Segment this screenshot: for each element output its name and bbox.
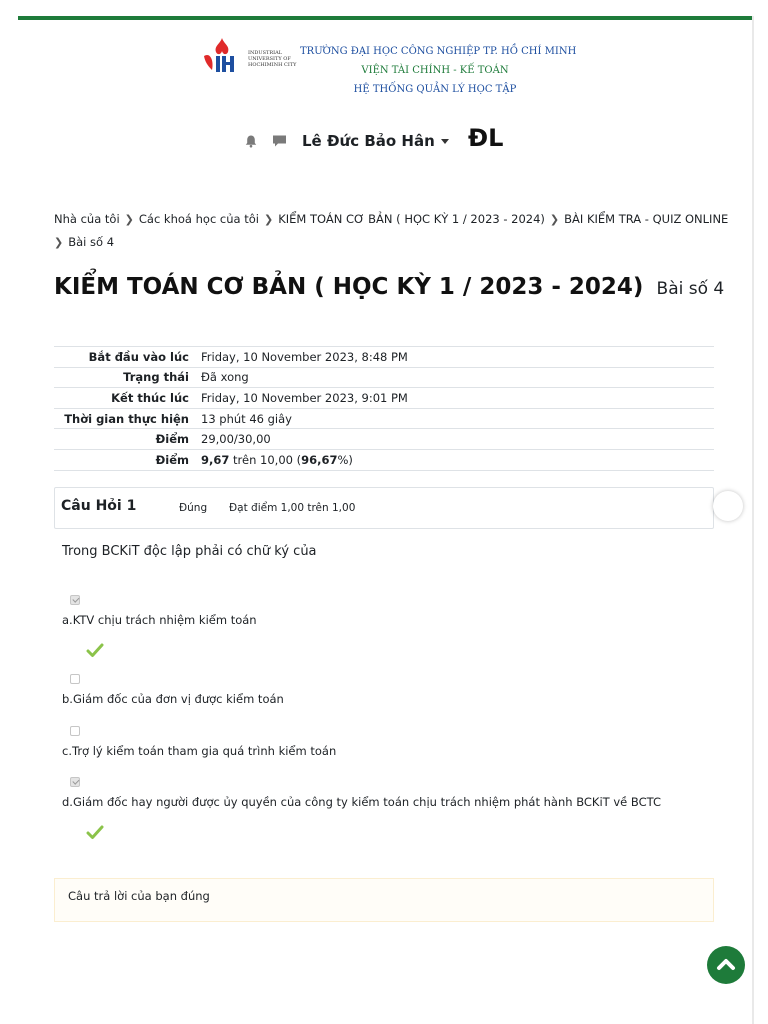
caret-down-icon	[441, 139, 449, 144]
site-brand[interactable]	[200, 34, 580, 98]
breadcrumb	[54, 208, 734, 254]
top-accent-bar	[18, 16, 752, 20]
grade-percent-suffix: %)	[337, 452, 353, 467]
messages-button[interactable]	[268, 130, 290, 152]
summary-value: Friday, 10 November 2023, 9:01 PM	[201, 390, 408, 405]
chevron-up-icon	[715, 954, 737, 976]
summary-label: Trạng thái	[123, 370, 189, 385]
summary-value: 29,00/30,00	[201, 432, 271, 447]
breadcrumb-quiz[interactable]: Bài số 4	[68, 235, 115, 249]
summary-value: Friday, 10 November 2023, 8:48 PM	[201, 349, 408, 364]
option-c-label: c.Trợ lý kiểm toán tham gia quá trình kiểm toán	[62, 744, 337, 758]
correct-check-icon	[86, 642, 104, 658]
summary-label: Bắt đầu vào lúc	[88, 349, 189, 364]
question-grade: Đạt điểm 1,00 trên 1,00	[229, 502, 356, 514]
correct-check-icon	[86, 824, 104, 840]
attempt-summary-table	[54, 346, 714, 471]
question-state: Đúng	[179, 502, 208, 514]
iuh-logo-mark-icon	[202, 36, 242, 76]
option-a-checkbox[interactable]	[70, 595, 80, 605]
grade-percent: 96,67	[301, 452, 338, 467]
chevron-right-icon: ❯	[549, 213, 560, 226]
faculty-name: VIỆN TÀI CHÍNH - KẾ TOÁN	[361, 65, 509, 76]
question-info	[54, 487, 714, 529]
option-b-label: b.Giám đốc của đơn vị được kiểm toán	[62, 692, 284, 706]
question-feedback	[54, 878, 714, 922]
university-logo	[200, 34, 304, 78]
logo-caption: INDUSTRIAL UNIVERSITY OF HOCHIMINH CITY	[248, 50, 297, 68]
question-number: Câu Hỏi 1	[61, 498, 137, 514]
option-c-checkbox[interactable]	[70, 726, 80, 736]
option-d-label: d.Giám đốc hay người được ủy quyền của công ty kiểm toán chịu trách nhiệm phát hành BCKiT về BCTC	[62, 795, 661, 809]
option-d-checkbox[interactable]	[70, 777, 80, 787]
feedback-text: Câu trả lời của bạn đúng	[68, 889, 210, 903]
back-to-top-button[interactable]	[707, 946, 745, 984]
summary-label: Thời gian thực hiện	[64, 411, 189, 426]
table-row	[54, 347, 714, 368]
question-text: Trong BCKiT độc lập phải có chữ ký của	[62, 544, 317, 559]
university-name: TRƯỜNG ĐẠI HỌC CÔNG NGHIỆP TP. HỒ CHÍ MINH	[300, 46, 577, 57]
grade-value: 9,67	[201, 452, 230, 467]
user-avatar[interactable]: ĐL	[468, 124, 504, 152]
page-title	[54, 274, 724, 300]
summary-label: Kết thúc lúc	[111, 390, 189, 405]
summary-label: Điểm	[155, 432, 189, 447]
course-title: KIỂM TOÁN CƠ BẢN ( HỌC KỲ 1 / 2023 - 2024)	[54, 274, 644, 300]
user-menu-toggle[interactable]	[302, 132, 449, 150]
table-row	[54, 429, 714, 450]
grade-out-of: trên 10,00 (	[229, 452, 302, 467]
page-edge-rule	[752, 16, 754, 1024]
system-name: HỆ THỐNG QUẢN LÝ HỌC TẬP	[353, 84, 517, 95]
user-navbar	[240, 126, 449, 156]
table-row	[54, 408, 714, 429]
flag-question-button[interactable]	[713, 491, 743, 521]
option-a-label: a.KTV chịu trách nhiệm kiểm toán	[62, 613, 257, 627]
option-b-checkbox[interactable]	[70, 674, 80, 684]
institution-name	[300, 42, 577, 99]
summary-value: Đã xong	[201, 370, 249, 385]
summary-value: 13 phút 46 giây	[201, 411, 292, 426]
chevron-right-icon: ❯	[124, 213, 134, 226]
summary-label: Điểm	[155, 452, 189, 467]
notifications-button[interactable]	[240, 130, 262, 152]
breadcrumb-section[interactable]: BÀI KIỂM TRA - QUIZ ONLINE	[564, 212, 729, 226]
table-row	[54, 367, 714, 388]
breadcrumb-course[interactable]: KIỂM TOÁN CƠ BẢN ( HỌC KỲ 1 / 2023 - 2024)	[278, 212, 545, 226]
bell-icon	[244, 134, 258, 148]
chat-bubble-icon	[272, 134, 287, 148]
chevron-right-icon: ❯	[263, 213, 274, 226]
table-row	[54, 388, 714, 409]
breadcrumb-my-courses[interactable]: Các khoá học của tôi	[138, 212, 259, 226]
user-name: Lê Đức Bảo Hân	[302, 132, 435, 150]
chevron-right-icon: ❯	[54, 236, 64, 249]
quiz-title: Bài số 4	[656, 279, 725, 299]
summary-grade	[201, 449, 714, 470]
table-row	[54, 449, 714, 470]
breadcrumb-home[interactable]: Nhà của tôi	[54, 212, 120, 226]
